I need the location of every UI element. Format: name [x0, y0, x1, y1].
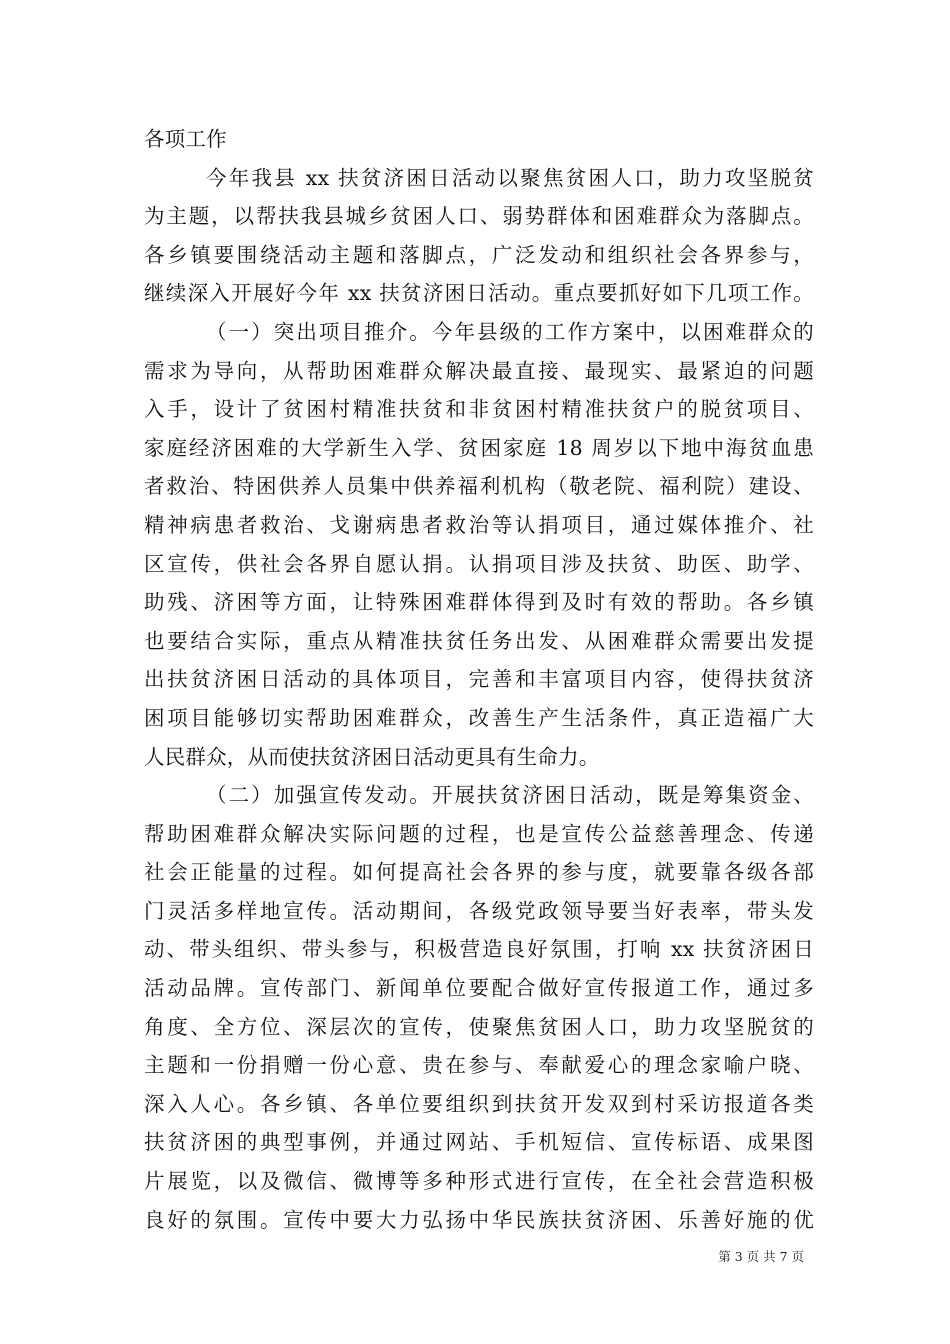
text-line: 助残、济困等方面，让特殊困难群体得到及时有效的帮助。各乡镇 — [144, 590, 814, 615]
text-line: 也要结合实际，重点从精准扶贫任务出发、从困难群众需要出发提 — [144, 628, 814, 653]
text-line: 人民群众，从而使扶贫济困日活动更具有生命力。 — [144, 744, 600, 769]
page-number-footer: 第 3 页 共 7 页 — [718, 1249, 804, 1264]
text-line: 动、带头组织、带头参与，积极营造良好氛围，打响 xx 扶贫济困日 — [144, 937, 814, 962]
text-line: 社会正能量的过程。如何提高社会各界的参与度，就要靠各级各部 — [144, 860, 814, 885]
text-line: 扶贫济困的典型事例，并通过网站、手机短信、宣传标语、成果图 — [144, 1130, 814, 1155]
text-line: 者救治、特困供养人员集中供养福利机构（敬老院、福利院）建设、 — [144, 474, 814, 499]
text-line: 门灵活多样地宣传。活动期间，各级党政领导要当好表率，带头发 — [144, 898, 814, 923]
text-line: 困项目能够切实帮助困难群众，改善生产生活条件，真正造福广大 — [144, 705, 814, 730]
body-text — [144, 120, 814, 1239]
text-line: 入手，设计了贫困村精准扶贫和非贫困村精准扶贫户的脱贫项目、 — [144, 397, 814, 422]
text-line: 出扶贫济困日活动的具体项目，完善和丰富项目内容，使得扶贫济 — [144, 667, 814, 692]
text-line: （二）加强宣传发动。开展扶贫济困日活动，既是筹集资金、 — [206, 783, 814, 808]
text-line: 需求为导向，从帮助困难群众解决最直接、最现实、最紧迫的问题 — [144, 358, 814, 383]
text-line: 角度、全方位、深层次的宣传，使聚焦贫困人口，助力攻坚脱贫的 — [144, 1014, 814, 1039]
text-line: 帮助困难群众解决实际问题的过程，也是宣传公益慈善理念、传递 — [144, 821, 814, 846]
text-line: 良好的氛围。宣传中要大力弘扬中华民族扶贫济困、乐善好施的优 — [144, 1207, 814, 1232]
text-line: 家庭经济困难的大学新生入学、贫困家庭 18 周岁以下地中海贫血患 — [144, 435, 814, 460]
text-line: 深入人心。各乡镇、各单位要组织到扶贫开发双到村采访报道各类 — [144, 1091, 814, 1116]
text-line: 为主题，以帮扶我县城乡贫困人口、弱势群体和困难群众为落脚点。 — [144, 204, 814, 229]
text-line: 各乡镇要围绕活动主题和落脚点，广泛发动和组织社会各界参与， — [144, 242, 814, 267]
text-line: 活动品牌。宣传部门、新闻单位要配合做好宣传报道工作，通过多 — [144, 976, 814, 1001]
text-line: 继续深入开展好今年 xx 扶贫济困日活动。重点要抓好如下几项工作。 — [144, 281, 814, 306]
text-line: 区宣传，供社会各界自愿认捐。认捐项目涉及扶贫、助医、助学、 — [144, 551, 814, 576]
text-line: 主题和一份捐赠一份心意、贵在参与、奉献爱心的理念家喻户晓、 — [144, 1053, 814, 1078]
text-line: 片展览，以及微信、微博等多种形式进行宣传，在全社会营造积极 — [144, 1169, 814, 1194]
text-line: 精神病患者救治、戈谢病患者救治等认捐项目，通过媒体推介、社 — [144, 512, 814, 537]
text-line: （一）突出项目推介。今年县级的工作方案中，以困难群众的 — [206, 319, 814, 344]
text-line: 今年我县 xx 扶贫济困日活动以聚焦贫困人口，助力攻坚脱贫 — [206, 165, 814, 190]
text-line: 各项工作 — [144, 127, 227, 151]
